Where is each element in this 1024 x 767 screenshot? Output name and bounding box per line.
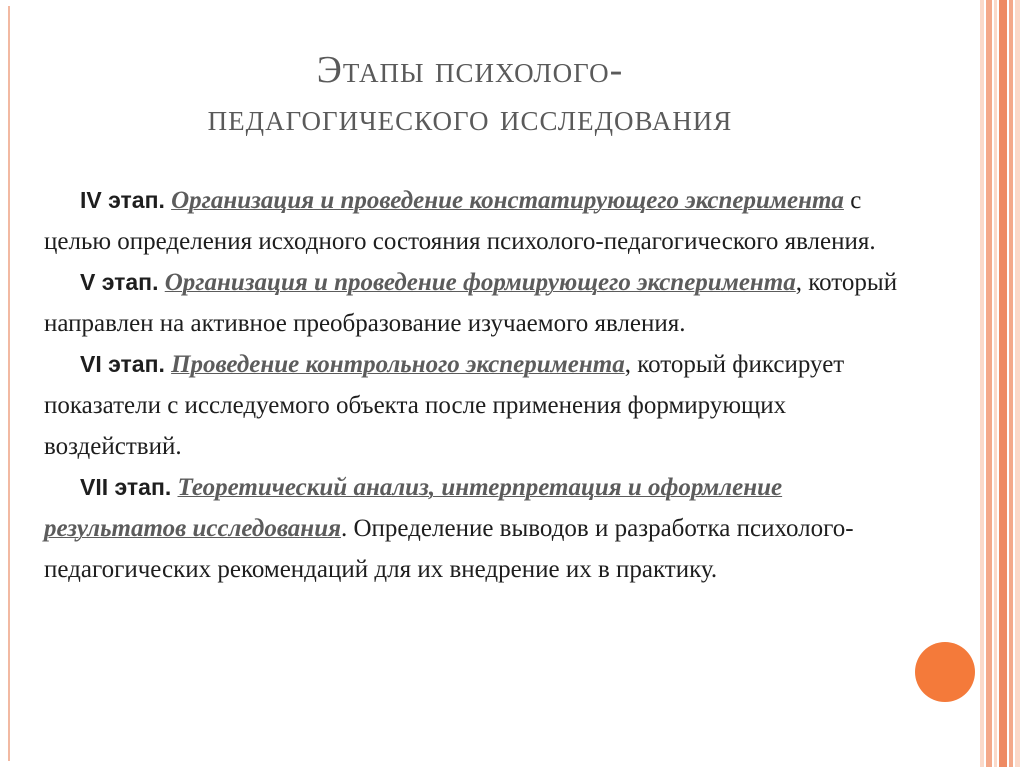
right-stripe-5 [1009,0,1013,767]
stage-label: V этап. [80,269,159,295]
orange-circle-decoration [915,642,975,702]
stage-highlight: Организация и проведение формирующего эксперимента [164,269,796,296]
stage-label: IV этап. [80,187,165,213]
left-border-line [8,6,10,761]
stage-paragraph-7 [44,467,904,590]
right-stripe-6 [1015,0,1020,767]
title-line-2: педагогического исследования [207,97,733,139]
stage-paragraph-4 [44,180,904,262]
stage-label: VI этап. [80,351,165,377]
slide-title [60,46,880,142]
right-stripe-2 [986,0,992,767]
right-stripe-4 [999,0,1007,767]
right-stripe-3 [994,0,997,767]
stage-text: , который фиксирует показатели с исследуемого объекта после применения формирующих воздействий. [44,351,845,460]
stage-text: , который направлен на активное преобразование изучаемого явления. [44,269,898,337]
slide-content [44,180,904,590]
title-line-1: Этапы психолого- [316,49,624,91]
stage-highlight: Теоретический анализ, интерпретация и оформление результатов исследования [44,474,783,542]
stage-text: с целью определения исходного состояния психолого-педагогического явления. [44,187,876,255]
stage-label: VII этап. [80,474,172,500]
stage-text: . Определение выводов и разработка психолого-педагогических рекомендаций для их внедрение их в практику. [44,515,854,583]
stage-paragraph-5 [44,262,904,344]
right-stripe-1 [980,0,984,767]
stage-paragraph-6 [44,344,904,467]
stage-highlight: Проведение контрольного эксперимента [171,351,625,378]
stage-highlight: Организация и проведение констатирующего эксперимента [171,187,844,214]
